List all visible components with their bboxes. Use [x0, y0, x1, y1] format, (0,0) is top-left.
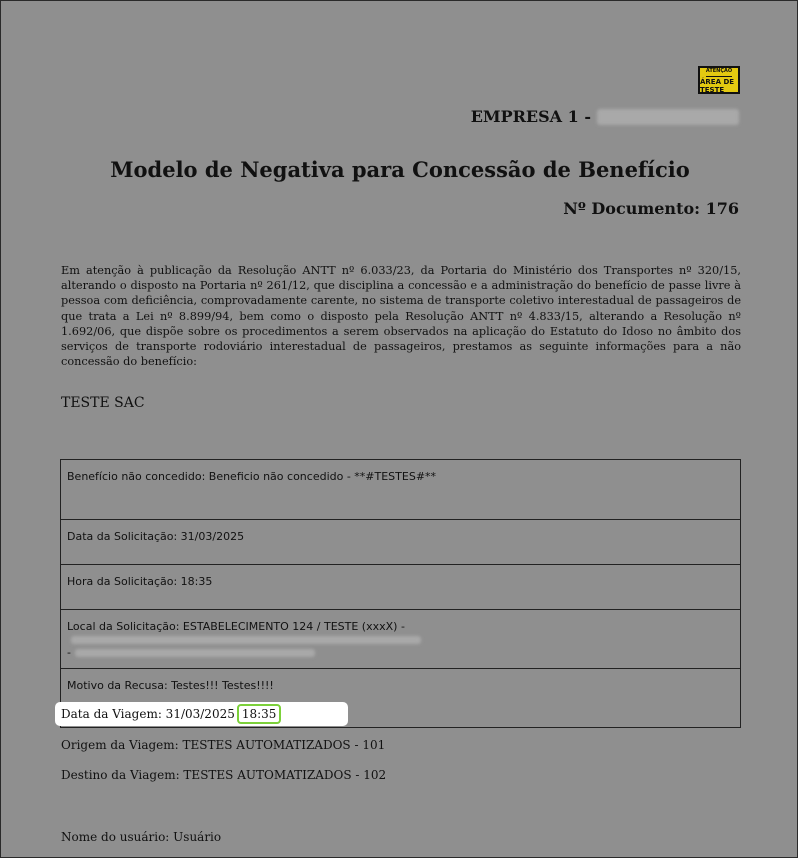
- place-dash: -: [67, 646, 71, 659]
- place-label: Local da Solicitação: ESTABELECIMENTO 124 / TESTE (xxxX) -: [67, 620, 405, 633]
- document-number: Nº Documento: 176: [563, 199, 739, 218]
- user-name: Nome do usuário: Usuário: [61, 830, 222, 844]
- trip-date-line: [55, 702, 348, 726]
- request-date-cell: Data da Solicitação: 31/03/2025: [61, 520, 741, 565]
- badge-line2: ÁREA DE TESTE: [700, 77, 735, 94]
- table-row: [61, 610, 741, 669]
- place-address-redacted-2: [75, 649, 315, 657]
- company-label: EMPRESA 1 -: [470, 107, 591, 126]
- request-info-table: [60, 459, 741, 728]
- table-row: [61, 460, 741, 520]
- table-row: [61, 520, 741, 565]
- trip-destination: Destino da Viagem: TESTES AUTOMATIZADOS - 102: [61, 768, 387, 782]
- request-hour-cell: Hora da Solicitação: 18:35: [61, 565, 741, 610]
- company-line: [471, 107, 739, 126]
- test-area-badge: [698, 66, 740, 94]
- trip-date: Data da Viagem: 31/03/2025: [61, 707, 235, 721]
- place-address-redacted: [71, 636, 421, 644]
- company-name-redacted: [597, 109, 739, 125]
- intro-paragraph: Em atenção à publicação da Resolução ANTT nº 6.033/23, da Portaria do Ministério dos Transportes nº 320/15, alterando o disposto na Portaria nº 261/12, que disciplina a concessão e a administração do benefício de passe livre à pessoa com deficiência, comprovadamente carente, no sistema de transporte coletivo interestadual de passageiros de que trata a Lei nº 8.899/94, bem como o disposto pela Resolução ANTT nº 4.833/15, alterando a Resolução nº 1.692/06, que dispõe sobre os procedimentos a serem observados na aplicação do Estatuto do Idoso no âmbito dos serviços de transporte rodoviário interestadual de passageiros, prestamos as seguinte informações para a não concessão do benefício:: [61, 264, 741, 369]
- document-title: Modelo de Negativa para Concessão de Benefício: [110, 157, 690, 182]
- benefit-cell: Benefício não concedido: Beneficio não concedido - **#TESTES#**: [61, 460, 741, 520]
- refusal-reason-cell: Motivo da Recusa: Testes!!! Testes!!!!: [61, 669, 741, 728]
- trip-time-field[interactable]: 18:35: [237, 704, 282, 724]
- person-name: TESTE SAC: [61, 395, 145, 411]
- badge-line1: ATENÇÃO: [706, 67, 732, 77]
- request-place-cell: [61, 610, 741, 669]
- trip-origin: Origem da Viagem: TESTES AUTOMATIZADOS - 101: [61, 738, 386, 752]
- table-row: [61, 565, 741, 610]
